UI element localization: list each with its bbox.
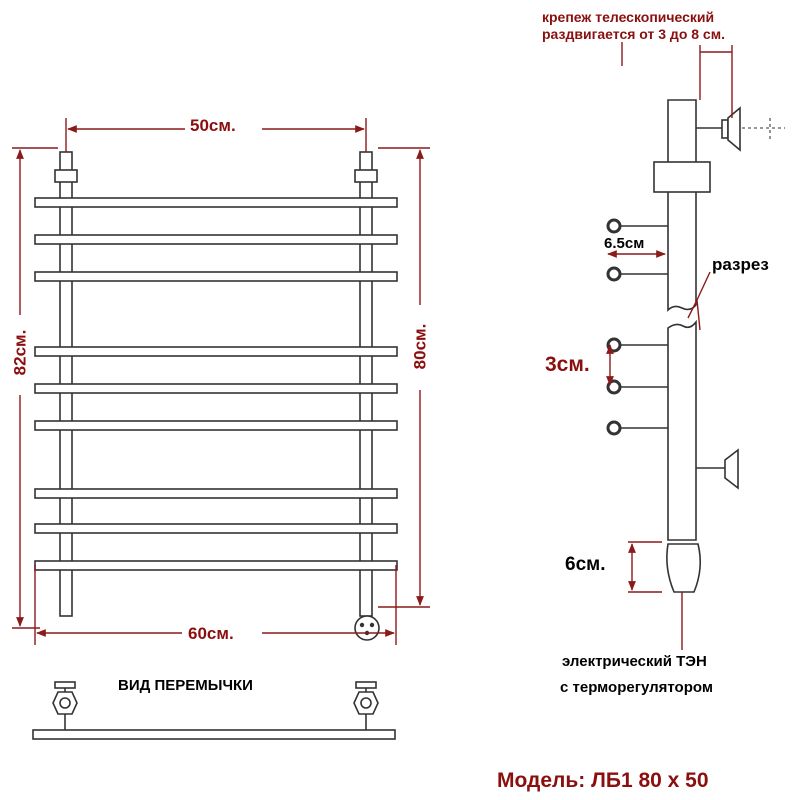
bottom-width-label: 60см. [188,624,234,643]
bridge-clamp-left [53,682,77,730]
side-tube-lower [668,322,696,540]
left-height-label: 82см. [10,329,30,376]
mount-label-line1: крепеж телескопический [542,9,715,25]
bridge-bar [33,730,395,739]
bar-spacing-label: 3см. [545,353,590,376]
right-height-label: 80см. [410,323,430,370]
bar-pin-end [608,268,620,280]
bar-pin-end [608,220,620,232]
front-view [35,152,397,643]
horizontal-bar [35,421,397,430]
bar-pin-end [608,422,620,434]
bridge-view-title: ВИД ПЕРЕМЫЧКИ [118,677,253,694]
horizontal-bar [35,235,397,244]
right-height-wrap [388,323,452,370]
heater-length-label: 6см. [565,554,606,575]
telescopic-mount [696,108,785,150]
side-tube-upper [668,100,696,310]
section-label: разрез [712,255,769,274]
heater-label-line1: электрический ТЭН [562,653,707,670]
mount-collar [654,162,710,192]
horizontal-bar [35,198,397,207]
left-post-cap [55,170,77,182]
heater-connector [355,616,379,640]
bridge-clamp-right [354,682,378,730]
top-width-label: 50см. [190,116,236,135]
bar-pins [608,220,668,434]
horizontal-bar [35,561,397,570]
mount-label-line2: раздвигается от 3 до 8 см. [542,26,725,42]
horizontal-bar [35,524,397,533]
wall-bracket [696,450,738,488]
horizontal-bar [35,347,397,356]
side-view [608,100,785,650]
right-post-cap [355,170,377,182]
model-label: Модель: ЛБ1 80 х 50 [497,769,709,792]
horizontal-bar [35,489,397,498]
left-height-wrap [0,329,52,376]
heater-label-line2: с терморегулятором [560,679,713,696]
horizontal-bar [35,272,397,281]
pin-spacing-label: 6.5см [604,235,645,252]
horizontal-bars [35,198,397,570]
electric-heater [667,544,700,592]
horizontal-bar [35,384,397,393]
